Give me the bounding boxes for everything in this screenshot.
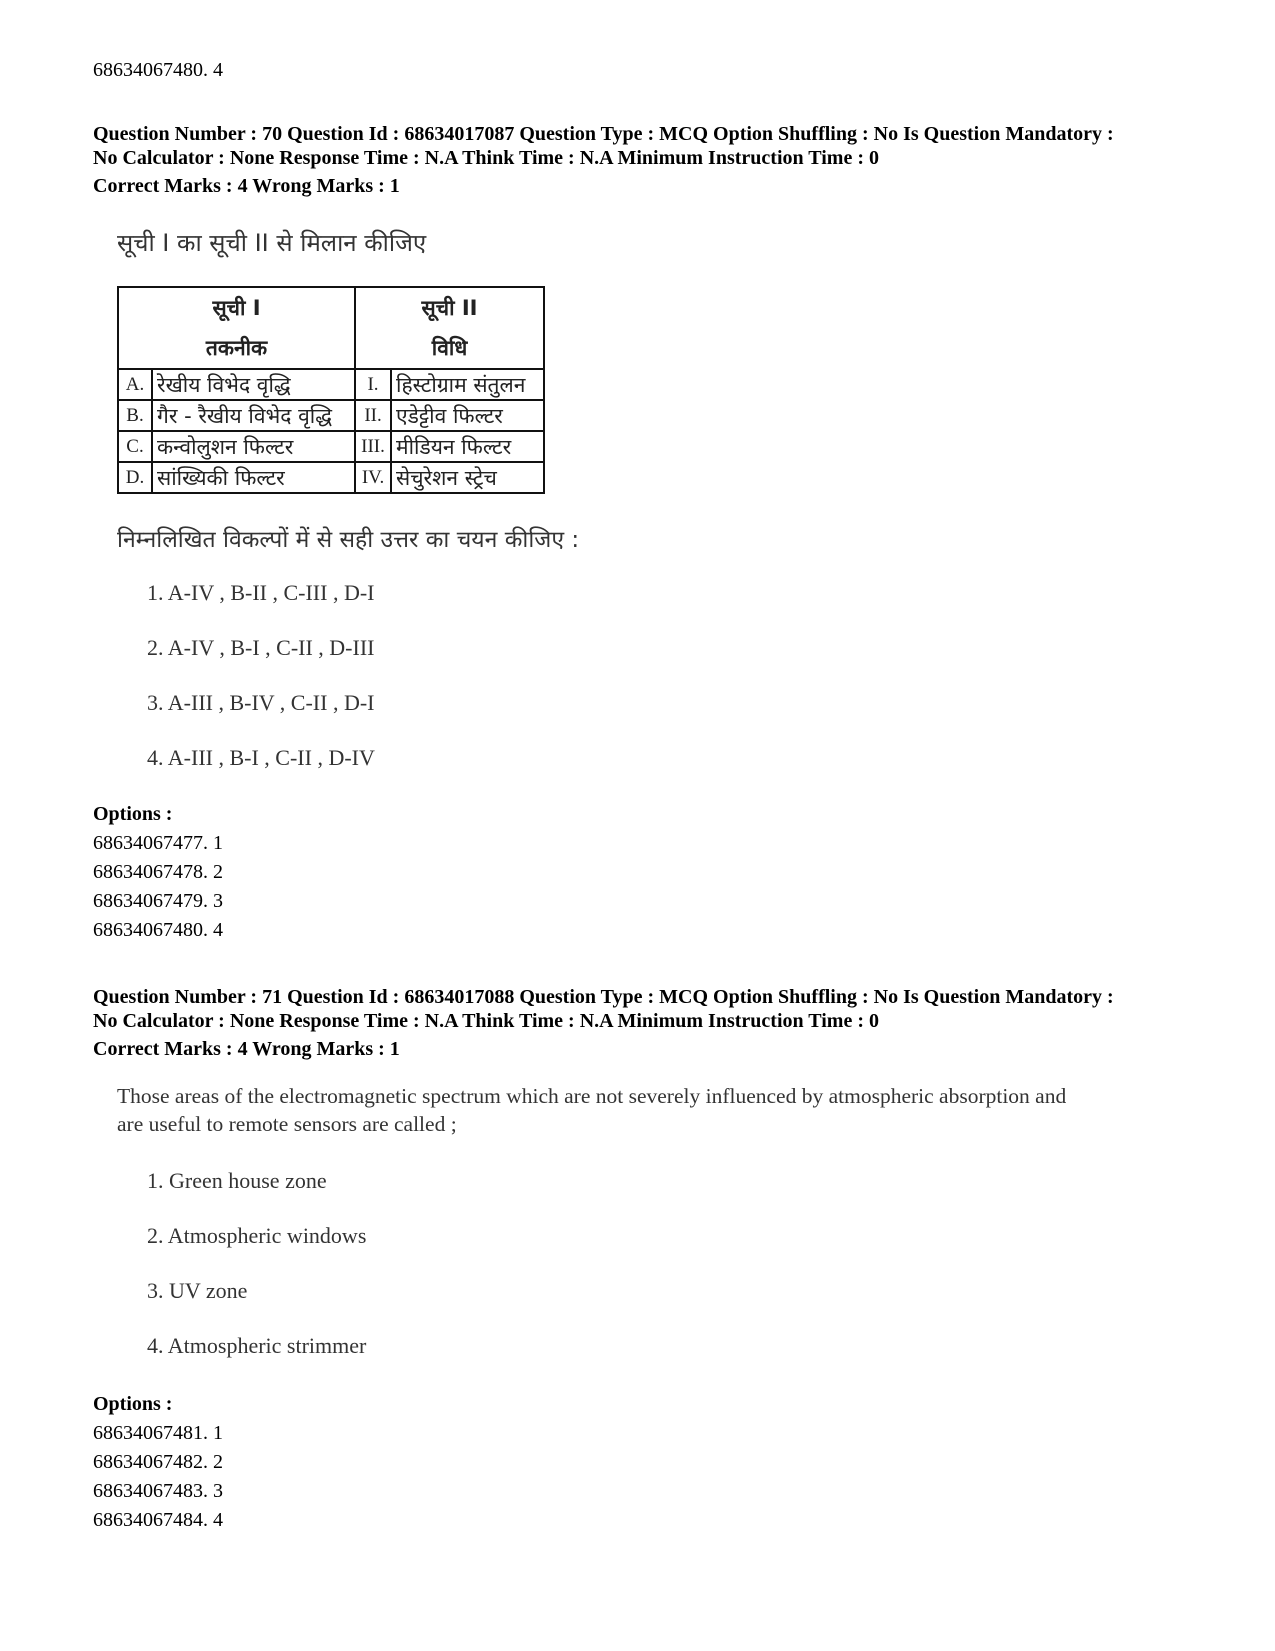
- match-table-row: [118, 400, 544, 431]
- technique-cell: कन्वोलुशन फिल्टर: [152, 431, 355, 462]
- match-table-row: [118, 369, 544, 400]
- row-letter: C.: [118, 431, 152, 462]
- choice-item: 3. A-III , B-IV , C-II , D-I: [147, 690, 375, 715]
- choice-item: 4. Atmospheric strimmer: [147, 1333, 367, 1358]
- method-cell: सेचुरेशन स्ट्रेच: [391, 462, 544, 493]
- list-2-title: सूची II: [421, 296, 478, 320]
- list-2-subtitle: विधि: [431, 336, 468, 360]
- choice-item: 1. Green house zone: [147, 1168, 327, 1193]
- choice-item: 2. Atmospheric windows: [147, 1223, 367, 1248]
- question-meta-line-2: No Calculator : None Response Time : N.A Think Time : N.A Minimum Instruction Time : 0: [93, 147, 879, 169]
- question-71-prompt: [117, 1082, 1197, 1138]
- match-table: [117, 286, 545, 494]
- option-line: 68634067479. 3: [93, 890, 223, 912]
- match-table-col1-header: [118, 287, 355, 369]
- question-70-prompt: सूची I का सूची II से मिलान कीजिए: [117, 229, 427, 257]
- row-numeral: I.: [355, 369, 391, 400]
- question-71-options: [93, 1419, 223, 1535]
- option-line: 68634067480. 4: [93, 919, 223, 941]
- technique-cell: गैर - रैखीय विभेद वृद्धि: [152, 400, 355, 431]
- question-70-choices: [147, 578, 375, 798]
- question-70-header: [93, 122, 1193, 170]
- option-line: 68634067483. 3: [93, 1480, 223, 1502]
- method-cell: मीडियन फिल्टर: [391, 431, 544, 462]
- question-70-instruction: निम्नलिखित विकल्पों में से सही उत्तर का चयन कीजिए :: [117, 527, 580, 553]
- option-line: 68634067477. 1: [93, 832, 223, 854]
- row-numeral: IV.: [355, 462, 391, 493]
- question-71-choices: [147, 1166, 366, 1386]
- match-table-col2-header: [355, 287, 544, 369]
- option-line: 68634067481. 1: [93, 1422, 223, 1444]
- row-letter: A.: [118, 369, 152, 400]
- option-line: 68634067484. 4: [93, 1509, 223, 1531]
- choice-item: 1. A-IV , B-II , C-III , D-I: [147, 580, 375, 605]
- method-cell: एडेट्टीव फिल्टर: [391, 400, 544, 431]
- question-71-options-label: Options :: [93, 1393, 173, 1415]
- question-meta-line-1: Question Number : 70 Question Id : 68634017087 Question Type : MCQ Option Shuffling : No Is Question Mandatory :: [93, 123, 1114, 145]
- match-table-row: [118, 462, 544, 493]
- row-numeral: III.: [355, 431, 391, 462]
- option-line: 68634067482. 2: [93, 1451, 223, 1473]
- list-1-subtitle: तकनीक: [205, 336, 268, 360]
- method-cell: हिस्टोग्राम संतुलन: [391, 369, 544, 400]
- technique-cell: सांख्यिकी फिल्टर: [152, 462, 355, 493]
- technique-cell: रेखीय विभेद वृद्धि: [152, 369, 355, 400]
- choice-item: 4. A-III , B-I , C-II , D-IV: [147, 745, 375, 770]
- question-70-options-label: Options :: [93, 803, 173, 825]
- prompt-line: Those areas of the electromagnetic spectrum which are not severely influenced by atmospheric absorption and: [117, 1084, 1067, 1108]
- row-letter: B.: [118, 400, 152, 431]
- row-letter: D.: [118, 462, 152, 493]
- match-table-row: [118, 431, 544, 462]
- choice-item: 3. UV zone: [147, 1278, 248, 1303]
- match-table-header-row: [118, 287, 544, 369]
- question-71-marks: Correct Marks : 4 Wrong Marks : 1: [93, 1038, 400, 1060]
- previous-option-line: 68634067480. 4: [93, 59, 223, 81]
- question-71-header: [93, 985, 1193, 1033]
- question-meta-line-1: Question Number : 71 Question Id : 68634017088 Question Type : MCQ Option Shuffling : No Is Question Mandatory :: [93, 986, 1114, 1008]
- question-meta-line-2: No Calculator : None Response Time : N.A Think Time : N.A Minimum Instruction Time : 0: [93, 1010, 879, 1032]
- choice-item: 2. A-IV , B-I , C-II , D-III: [147, 635, 375, 660]
- option-line: 68634067478. 2: [93, 861, 223, 883]
- question-70-options: [93, 829, 223, 945]
- list-1-title: सूची I: [212, 296, 261, 320]
- row-numeral: II.: [355, 400, 391, 431]
- prompt-line: are useful to remote sensors are called ;: [117, 1112, 457, 1136]
- question-70-marks: Correct Marks : 4 Wrong Marks : 1: [93, 175, 400, 197]
